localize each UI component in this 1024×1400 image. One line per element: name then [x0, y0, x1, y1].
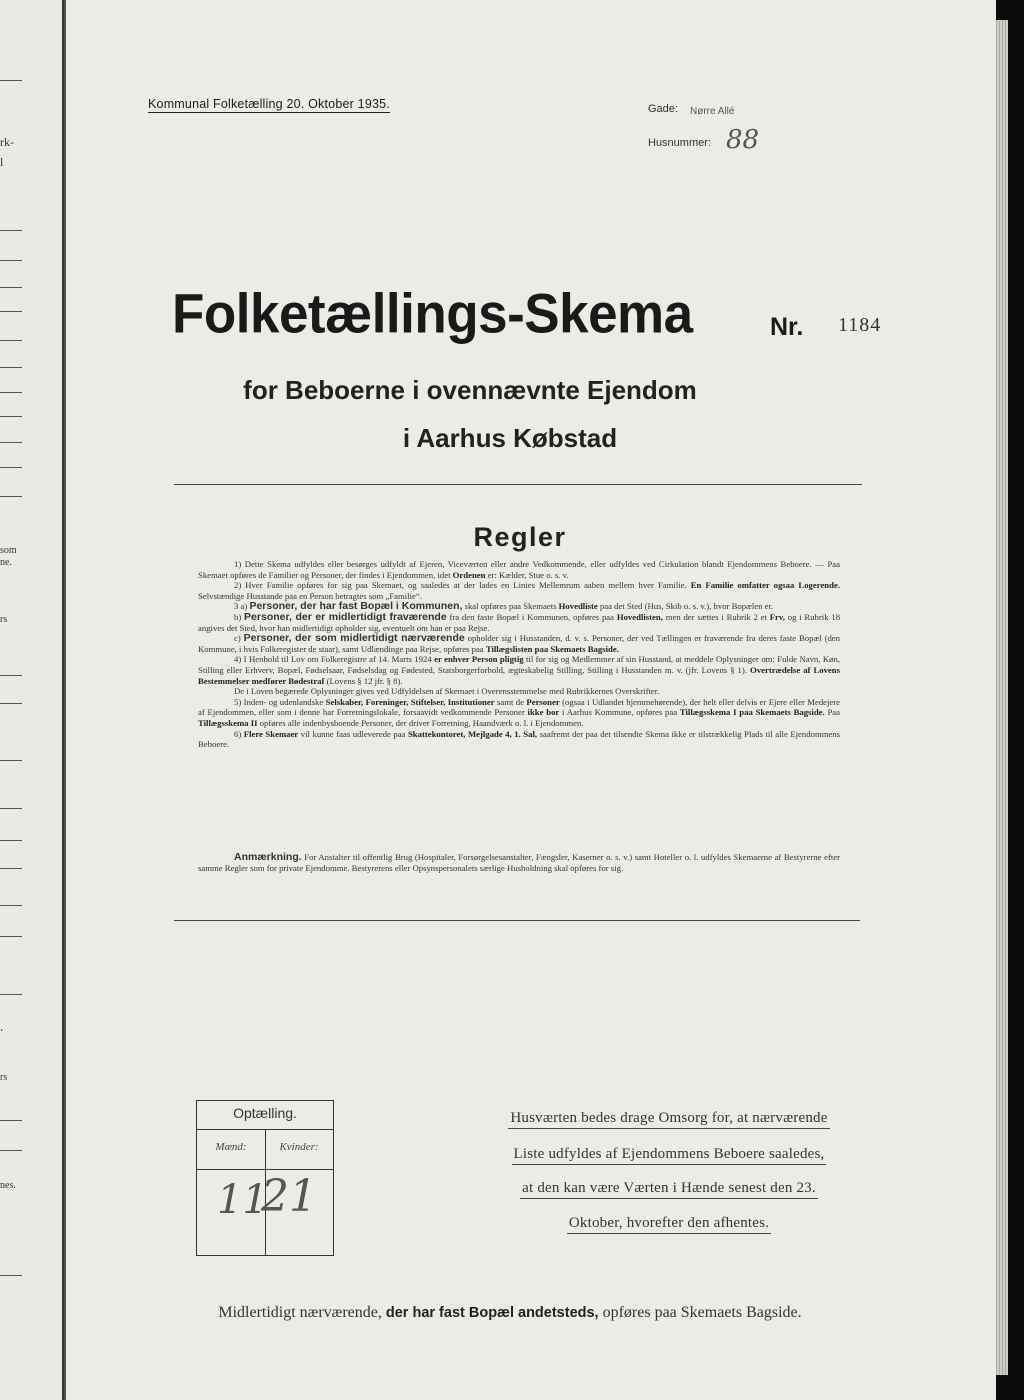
- remark-text: For Anstalter til offentlig Brug (Hospitaler, Forsørgelsesanstalter, Fængsler, Kaserner o. s. v.) samt Hoteller o. l. udfyldes Skemaerne af Bestyrerne efter samme Regler som for private Ejendomme. Bestyrerens eller Opsynspersonalets særlige Husholdning skal opføres for sig.: [198, 852, 840, 873]
- notice-line: Husværten bedes drage Omsorg for, at nærværende: [494, 1110, 844, 1127]
- rule-5: 5) Inden- og udenlandske Selskaber, Foreninger, Stiftelser, Institutioner samt de Personer (ogsaa i Udlandet hjemmehørende), der helt eller delvis er Ejere eller Medejere af Ejendommen, eller som i denne har Forretningslokale, forsaavidt vedkommende Personer ikke bor i Aarhus Kommune, opføres paa Tillægsskema I paa Skemaets Bagside. Paa Tillægsskema II opføres alle indenbysboende Personer, der driver Forretning, Haandværk o. l. i Ejendommen.: [198, 696, 841, 728]
- left-page-rule: [0, 703, 22, 704]
- left-page-fragment: rs: [0, 1072, 8, 1083]
- rule-4b: De i Loven begærede Oplysninger gives ved Udfyldelsen af Skemaet i Overensstemmelse med Rubrikkernes Overskrifter.: [234, 686, 660, 697]
- divider: [174, 484, 862, 485]
- left-page-rule: [0, 1275, 22, 1276]
- previous-page-edge: [0, 0, 64, 1400]
- left-page-rule: [0, 311, 22, 312]
- left-page-rule: [0, 905, 22, 906]
- left-page-rule: [0, 260, 22, 261]
- form-number-value: 1184: [838, 314, 882, 336]
- left-page-fragment: rs: [0, 614, 8, 625]
- left-page-rule: [0, 80, 22, 81]
- left-page-fragment: nes.: [0, 1180, 16, 1191]
- census-title: Kommunal Folketælling 20. Oktober 1935.: [148, 97, 390, 111]
- house-number-value: 88: [726, 125, 760, 155]
- left-page-rule: [0, 868, 22, 869]
- left-page-fragment: l: [0, 155, 4, 169]
- left-page-rule: [0, 340, 22, 341]
- notice-line: Oktober, hvorefter den afhentes.: [494, 1215, 844, 1232]
- left-page-rule: [0, 1150, 22, 1151]
- left-page-rule: [0, 808, 22, 809]
- left-page-rule: [0, 1120, 22, 1121]
- left-page-rule: [0, 416, 22, 417]
- left-page-rule: [0, 467, 22, 468]
- left-page-fragment: ne.: [0, 557, 12, 568]
- left-page-fragment: rk-: [0, 135, 14, 149]
- remark-heading: Anmærkning.: [234, 851, 302, 863]
- divider: [174, 920, 860, 921]
- form-subtitle: for Beboerne i ovennævnte Ejendom: [243, 375, 697, 405]
- left-page-rule: [0, 840, 22, 841]
- left-page-rule: [0, 760, 22, 761]
- house-number-label: Husnummer:: [648, 137, 711, 149]
- count-title: Optælling.: [233, 1105, 297, 1121]
- notice-line: at den kan være Værten i Hænde senest den 23.: [494, 1180, 844, 1197]
- men-count: 11: [217, 1177, 268, 1223]
- left-page-rule: [0, 496, 22, 497]
- rule-4: 4) I Henhold til Lov om Folkeregistre af 14. Marts 1924 er enhver Person pligtig til for sig og Medlemmer af sin Husstand, at meddele Oplysninger om: Fulde Navn, Køn, Stilling eller Erhverv, Bopæl, Fødselsaar, Fødselsdag og Fødested, Statsborgerforhold, ægteskabelig Stilling, Stilling i Husstanden m. v. (jfr. Lovens § 1). Overtrædelse af Lovens Bestemmelser medfører Bødestraf (Lovens § 12 jfr. § 8).: [198, 654, 841, 686]
- footer-note: Midlertidigt nærværende, der har fast Bopæl andetsteds, opføres paa Skemaets Bagside.: [218, 1304, 802, 1321]
- form-subtitle-town: i Aarhus Købstad: [402, 423, 618, 453]
- left-page-rule: [0, 936, 22, 937]
- left-page-rule: [0, 367, 22, 368]
- rule-1: 1) Dette Skema udfyldes eller besørges udfyldt af Ejeren, Viceværten eller andre Vedkommende, eller udfyldes ved Cirkulation blandt Ejendommens Beboere. — Paa Skemaet opføres de Familier og Personer, der findes i Ejendommen, idet Ordenen er: Kælder, Stue o. s. v.: [198, 559, 840, 580]
- rule-6: 6) Flere Skemaer vil kunne faas udleverede paa Skattekontoret, Mejlgade 4, 1. Sal, saafremt der paa det tilsendte Skema ikke er tilstrækkelig Plads til alle Ejendommens Beboere.: [198, 728, 841, 750]
- street-value: Nørre Allé: [690, 106, 735, 117]
- notice-line: Liste udfyldes af Ejendommens Beboere saaledes,: [494, 1146, 844, 1163]
- form-title: Folketællings-Skema: [172, 283, 693, 345]
- rule-2: 2) Hver Familie opføres for sig paa Skemaet, og saaledes at der lades en Linies Mellemrum aaben mellem hver Familie. En Familie omfatter ogsaa Logerende. Selvstændige Husstande paa en Person betragtes som „Familie“.: [198, 580, 841, 601]
- left-page-rule: [0, 994, 22, 995]
- left-page-rule: [0, 230, 22, 231]
- street-label: Gade:: [648, 103, 678, 115]
- left-page-fragment: .: [0, 1020, 4, 1035]
- left-page-fragment: som: [0, 545, 17, 556]
- left-page-rule: [0, 287, 22, 288]
- rules-heading: Regler: [473, 522, 567, 552]
- men-label: Mænd:: [215, 1141, 247, 1153]
- rule-3c: c) Personer, der som midlertidigt nærværende opholder sig i Husstanden, d. v. s. Personer, der ved Tællingen er fraværende fra deres faste Bopæl (den Kommune, i hvis Folkeregister de staar), samt Udlændinge paa Rejse, opføres paa Tillægslisten paa Skemaets Bagside.: [198, 632, 841, 654]
- rules-text: [198, 559, 840, 750]
- women-count: 21: [261, 1171, 317, 1222]
- left-page-rule: [0, 675, 22, 676]
- rule-3a: 3 a) Personer, der har fast Bopæl i Kommunen, skal opføres paa Skemaets Hovedliste paa det Sted (Hus, Skib o. s. v.), hvor Bopælen er.: [234, 600, 774, 613]
- rule-3b: b) Personer, der er midlertidigt fraværende fra den faste Bopæl i Kommunen, opføres paa Hovedlisten, men der sættes i Rubrik 2 et Frv, og i Rubrik 18 angives det Sted, hvor han midlertidigt opholder sig, eventuelt om han er paa Rejse.: [198, 610, 841, 633]
- women-label: Kvinder:: [279, 1141, 319, 1153]
- count-box: [196, 1100, 334, 1256]
- remark: [198, 852, 840, 873]
- form-number-label: Nr.: [770, 313, 804, 341]
